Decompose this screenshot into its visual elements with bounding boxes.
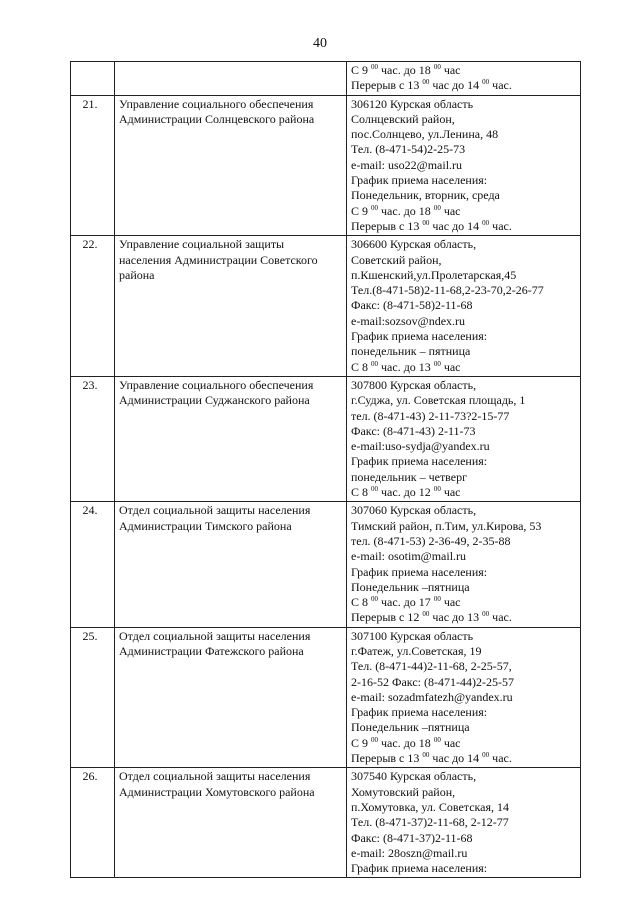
organization-name-line: населения Администрации Советского: [119, 252, 318, 267]
contact-info-line: График приема населения:: [351, 329, 488, 344]
contact-info-line: Перерыв с 13 $^{00}$ час до 14 $^{00}$ час.: [351, 218, 512, 233]
row-number: 26.: [82, 769, 98, 784]
row-number-cell: [71, 376, 115, 501]
contact-info-line: График приема населения:: [351, 861, 488, 876]
table-row: [71, 376, 581, 501]
contact-info-line: График приема населения:: [351, 705, 488, 720]
contact-info-line: тел. (8-471-43) 2-11-73?2-15-77: [351, 408, 510, 423]
contact-info-line: 2-16-52 Факс: (8-471-44)2-25-57: [351, 674, 514, 689]
contact-info-line: Факс: (8-471-43) 2-11-73: [351, 423, 476, 438]
contact-info-line: 307100 Курская область: [351, 628, 474, 643]
contact-info-line: С 9 $^{00}$ час. до 18 $^{00}$ час: [351, 63, 461, 77]
contact-info-line: Тел. (8-471-44)2-11-68, 2-25-57,: [351, 659, 512, 674]
table-row: [71, 62, 581, 96]
organization-name-cell: [115, 768, 347, 878]
contact-info-line: e-mail: uso22@mail.ru: [351, 157, 463, 172]
organization-name-line: Администрации Фатежского района: [119, 643, 304, 658]
contact-info-line: Советский район,: [351, 252, 442, 267]
row-number-cell: [71, 95, 115, 236]
organization-name-cell: [115, 627, 347, 768]
contact-info-line: п.Хомутовка, ул. Советская, 14: [351, 799, 510, 814]
row-number: 23.: [82, 377, 98, 392]
row-number-cell: [71, 62, 115, 96]
contact-info-line: С 9 $^{00}$ час. до 18 $^{00}$ час: [351, 735, 461, 750]
contact-info-line: Тел. (8-471-37)2-11-68, 2-12-77: [351, 815, 509, 830]
contact-info-line: понедельник – четверг: [351, 469, 468, 484]
contact-info-line: Тимский район, п.Тим, ул.Кирова, 53: [351, 518, 542, 533]
contact-info-cell: [347, 95, 581, 236]
contact-info-line: п.Кшенский,ул.Пролетарская,45: [351, 267, 517, 282]
contact-info-line: График приема населения:: [351, 454, 488, 469]
offices-table: [70, 61, 581, 878]
contact-info-line: С 9 $^{00}$ час. до 18 $^{00}$ час: [351, 203, 461, 218]
contact-info-line: Понедельник –пятница: [351, 579, 470, 594]
contact-info-line: С 8 $^{00}$ час. до 12 $^{00}$ час: [351, 485, 461, 500]
page-number: 40: [313, 36, 327, 51]
organization-name-line: Администрации Хомутовского района: [119, 784, 315, 799]
row-number-cell: [71, 236, 115, 377]
contact-info-cell: [347, 236, 581, 377]
contact-info-line: 307540 Курская область,: [351, 769, 477, 784]
organization-name-line: Отдел социальной защиты населения: [119, 503, 311, 518]
organization-name-line: Администрации Солнцевского района: [119, 111, 315, 126]
contact-info-line: e-mail:sozsov@ndex.ru: [351, 313, 466, 328]
contact-info-cell: [347, 502, 581, 627]
organization-name-cell: [115, 502, 347, 627]
contact-info-line: Тел.(8-471-58)2-11-68,2-23-70,2-26-77: [351, 283, 544, 298]
contact-info-line: Тел. (8-471-54)2-25-73: [351, 142, 466, 157]
organization-name-line: Администрации Суджанского района: [119, 393, 310, 408]
contact-info-line: Перерыв с 12 $^{00}$ час до 13 $^{00}$ час.: [351, 610, 512, 625]
contact-info-line: Понедельник, вторник, среда: [351, 188, 500, 203]
row-number: 21.: [82, 96, 98, 111]
contact-info-line: График приема населения:: [351, 173, 488, 188]
contact-info-line: e-mail: osotim@mail.ru: [351, 549, 467, 564]
table-row: [71, 95, 581, 236]
contact-info-line: 306600 Курская область,: [351, 237, 477, 252]
contact-info-cell: [347, 376, 581, 501]
organization-name-line: Управление социальной защиты: [119, 237, 285, 252]
contact-info-line: Понедельник –пятница: [351, 720, 470, 735]
contact-info-line: Факс: (8-471-37)2-11-68: [351, 830, 473, 845]
contact-info-line: e-mail: 28oszn@mail.ru: [351, 845, 468, 860]
contact-info-line: e-mail: sozadmfatezh@yandex.ru: [351, 689, 513, 704]
organization-name-cell: [115, 95, 347, 236]
contact-info-cell: [347, 62, 581, 96]
contact-info-line: График приема населения:: [351, 564, 488, 579]
organization-name-cell: [115, 62, 347, 96]
row-number-cell: [71, 502, 115, 627]
table-row: [71, 502, 581, 627]
contact-info-line: С 8 $^{00}$ час. до 17 $^{00}$ час: [351, 595, 461, 610]
contact-info-line: Факс: (8-471-58)2-11-68: [351, 298, 473, 313]
contact-info-line: Солнцевский район,: [351, 111, 455, 126]
organization-name-line: Отдел социальной защиты населения: [119, 628, 311, 643]
contact-info-cell: [347, 627, 581, 768]
contact-info-line: пос.Солнцево, ул.Ленина, 48: [351, 127, 499, 142]
table-row: [71, 236, 581, 377]
contact-info-line: понедельник – пятница: [351, 344, 471, 359]
contact-info-line: 306120 Курская область: [351, 96, 474, 111]
contact-info-line: тел. (8-471-53) 2-36-49, 2-35-88: [351, 533, 511, 548]
organization-name-cell: [115, 236, 347, 377]
table-row: [71, 627, 581, 768]
offices-table-body: [71, 62, 581, 878]
organization-name-line: Администрации Тимского района: [119, 518, 292, 533]
contact-info-line: 307800 Курская область,: [351, 377, 477, 392]
contact-info-line: г.Суджа, ул. Советская площадь, 1: [351, 393, 526, 408]
contact-info-line: Хомутовский район,: [351, 784, 456, 799]
organization-name-cell: [115, 376, 347, 501]
organization-name-line: Отдел социальной защиты населения: [119, 769, 311, 784]
row-number: 22.: [82, 237, 98, 252]
organization-name-line: Управление социального обеспечения: [119, 96, 314, 111]
contact-info-line: Перерыв с 13 $^{00}$ час до 14 $^{00}$ час.: [351, 751, 512, 766]
contact-info-line: Перерыв с 13 $^{00}$ час до 14 $^{00}$ час.: [351, 78, 512, 93]
row-number-cell: [71, 768, 115, 878]
row-number-cell: [71, 627, 115, 768]
table-row: [71, 768, 581, 878]
contact-info-cell: [347, 768, 581, 878]
organization-name-line: района: [119, 267, 155, 282]
row-number: 24.: [82, 503, 98, 518]
contact-info-line: e-mail:uso-sydja@yandex.ru: [351, 439, 490, 454]
contact-info-line: 307060 Курская область,: [351, 503, 477, 518]
contact-info-line: г.Фатеж, ул.Советская, 19: [351, 643, 482, 658]
organization-name-line: Управление социального обеспечения: [119, 377, 314, 392]
contact-info-line: С 8 $^{00}$ час. до 13 $^{00}$ час: [351, 359, 461, 374]
row-number: 25.: [82, 628, 98, 643]
